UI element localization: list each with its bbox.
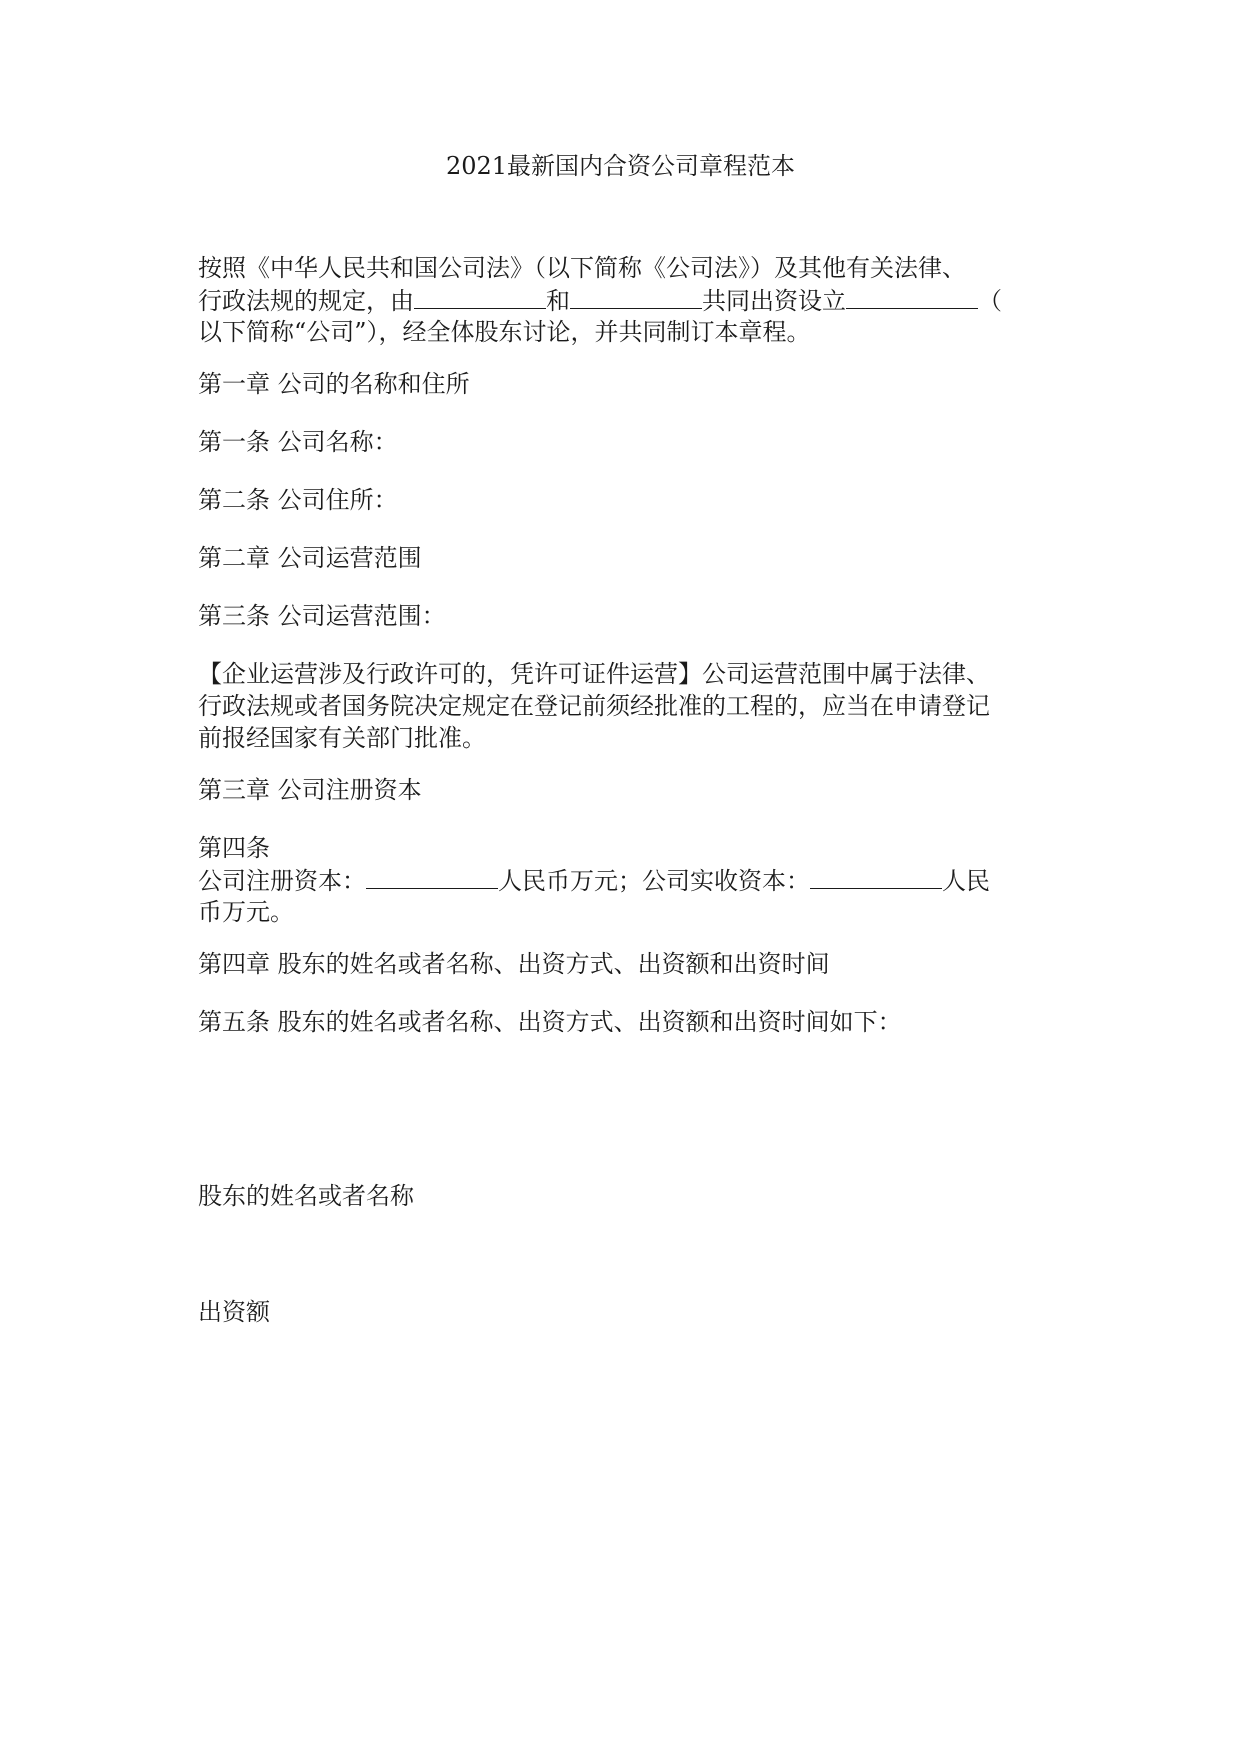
article-2: 第二条 公司住所： [198,486,398,514]
blank-party-1[interactable] [414,284,546,309]
article-1: 第一条 公司名称： [198,428,398,456]
document-title: 2021最新国内合资公司章程范本 [445,152,796,180]
article-5: 第五条 股东的姓名或者名称、出资方式、出资额和出资时间如下： [198,1008,902,1036]
article-4-text-c: 人民 [942,867,990,895]
preamble-text-b: 和 [546,287,570,315]
scope-line-1: 【企业运营涉及行政许可的，凭许可证件运营】公司运营范围中属于法律、 [198,660,990,688]
preamble-text-d: （ [978,287,1002,315]
preamble-line-1: 按照《中华人民共和国公司法》（以下简称《公司法》）及其他有关法律、 [198,254,966,282]
preamble-line-2 [198,284,1002,317]
article-4-text-a: 公司注册资本： [198,867,366,895]
chapter-3-heading: 第三章 公司注册资本 [198,776,422,804]
article-4-heading: 第四条 [198,834,270,862]
chapter-2-heading: 第二章 公司运营范围 [198,544,422,572]
shareholder-name-label: 股东的姓名或者名称 [198,1182,414,1210]
blank-company-name[interactable] [846,284,978,309]
scope-line-2: 行政法规或者国务院决定规定在登记前须经批准的工程的，应当在申请登记 [198,692,990,720]
preamble-text-c: 共同出资设立 [702,287,846,315]
chapter-4-heading: 第四章 股东的姓名或者名称、出资方式、出资额和出资时间 [198,950,830,978]
article-3: 第三条 公司运营范围： [198,602,446,630]
chapter-1-heading: 第一章 公司的名称和住所 [198,370,470,398]
article-4-text-b: 人民币万元；公司实收资本： [498,867,810,895]
scope-line-3: 前报经国家有关部门批准。 [198,724,486,752]
blank-registered-capital[interactable] [366,864,498,889]
blank-paid-in-capital[interactable] [810,864,942,889]
blank-party-2[interactable] [570,284,702,309]
preamble-text-a: 行政法规的规定，由 [198,287,414,315]
contribution-amount-label: 出资额 [198,1298,270,1326]
preamble-line-3: 以下简称“公司”），经全体股东讨论，并共同制订本章程。 [198,318,811,346]
article-4-line-2: 币万元。 [198,898,294,926]
article-4-line-1 [198,864,990,897]
